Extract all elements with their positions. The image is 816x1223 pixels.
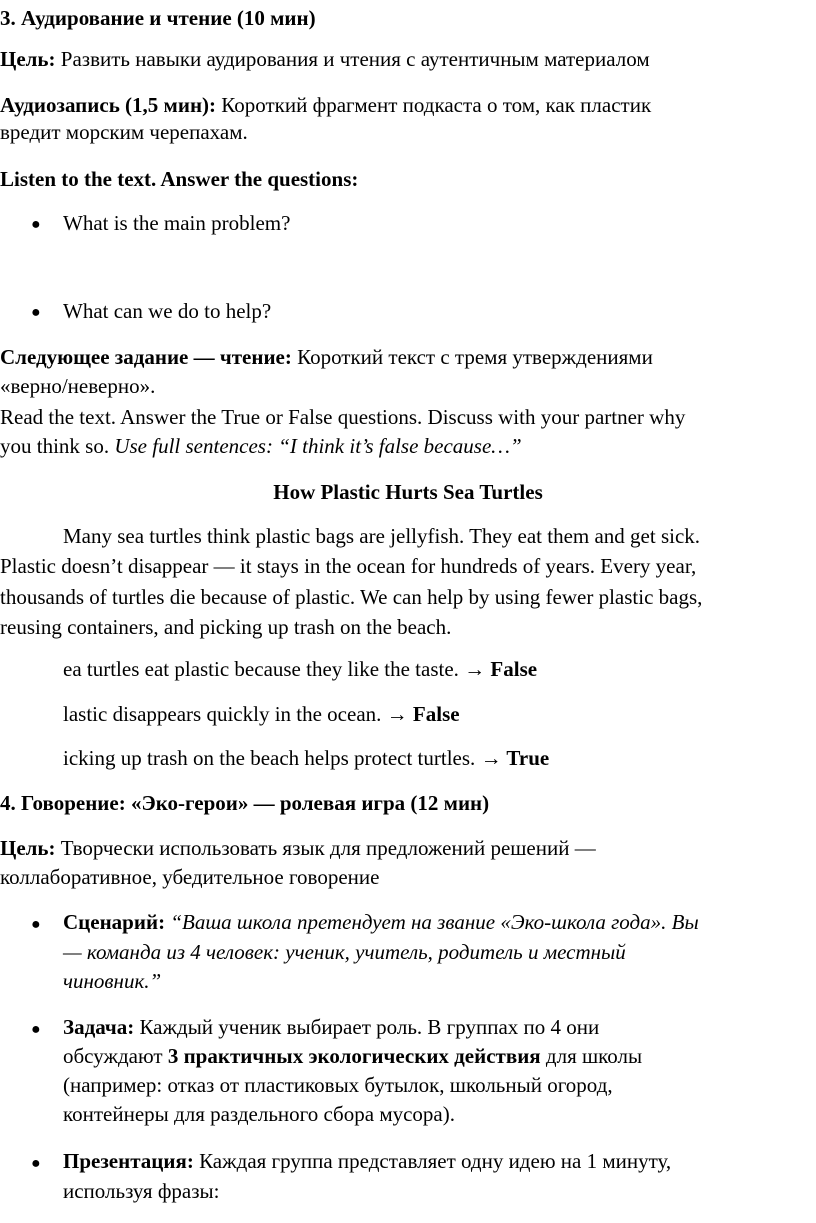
goal-line [0,46,650,72]
next-task-line-2: «верно/неверно». [0,374,156,398]
statement-text: ea turtles eat plastic because they like the taste. [63,657,465,681]
statement-answer: → False [386,702,460,726]
statement-item [63,701,460,727]
section-3-heading: 3. Аудирование и чтение (10 мин) [0,6,316,30]
task-highlight: 3 практичных экологических действия [167,1044,541,1068]
statement-item [63,745,549,771]
statement-answer: → False [464,657,538,681]
paragraph-line: thousands of turtles die because of plastic. We can help by using fewer plastic bags, [0,585,703,609]
paragraph-line: Many sea turtles think plastic bags are jellyfish. They eat them and get sick. [63,524,701,548]
listen-instruction: Listen to the text. Answer the questions: [0,167,359,191]
statement-answer: → True [480,746,550,770]
paragraph-line: Plastic doesn’t disappear — it stays in the ocean for hundreds of years. Every year, [0,554,697,578]
audio-label: Аудиозапись (1,5 мин): [0,93,217,117]
read-instruction-text: you think so. [0,434,115,458]
task-line-4: контейнеры для раздельного сбора мусора). [63,1102,455,1126]
text-title: How Plastic Hurts Sea Turtles [273,480,543,504]
task-line-2 [63,1043,642,1069]
task-line-1 [63,1014,599,1040]
bullet-icon: ● [31,304,41,321]
goal-text: Творчески использовать язык для предложений решений — [55,836,596,860]
scenario-line-3: чиновник.” [63,969,162,993]
section-4-heading: 4. Говорение: «Эко-герои» — ролевая игра (12 мин) [0,791,490,815]
presentation-line-2: используя фразы: [63,1179,220,1203]
scenario-text: “Ваша школа претендует на звание «Эко-школа года». Вы [165,910,699,934]
audio-text: Короткий фрагмент подкаста о том, как пластик [216,93,652,117]
scenario-line-2: — команда из 4 человек: ученик, учитель, родитель и местный [63,940,626,964]
read-instruction-1: Read the text. Answer the True or False questions. Discuss with your partner why [0,405,686,429]
statement-item [63,656,537,682]
goal-label: Цель: [0,47,56,71]
statement-text: icking up trash on the beach helps protect turtles. [63,746,481,770]
next-task-label: Следующее задание — чтение: [0,345,292,369]
presentation-text: Каждая группа представляет одну идею на 1 минуту, [193,1149,672,1173]
next-task-text: Короткий текст с тремя утверждениями [291,345,653,369]
scenario-line-1 [63,909,699,935]
presentation-label: Презентация: [63,1149,194,1173]
goal-text: Развить навыки аудирования и чтения с аутентичным материалом [55,47,650,71]
scenario-label: Сценарий: [63,910,166,934]
bullet-icon: ● [31,1021,41,1038]
audio-line-2: вредит морским черепахам. [0,120,248,144]
audio-line-1 [0,92,651,118]
task-text: Каждый ученик выбирает роль. В группах по 4 они [134,1015,600,1039]
bullet-icon: ● [31,216,41,233]
goal-label: Цель: [0,836,56,860]
read-instruction-italic: Use full sentences: “I think it’s false because…” [114,434,522,458]
task-line-3: (например: отказ от пластиковых бутылок, школьный огород, [63,1073,613,1097]
task-label: Задача: [63,1015,135,1039]
goal-line-2: коллаборативное, убедительное говорение [0,865,380,889]
question-item: What is the main problem? [63,211,291,235]
bullet-icon: ● [31,1155,41,1172]
bullet-icon: ● [31,916,41,933]
task-text: для школы [540,1044,643,1068]
read-instruction-2 [0,433,522,459]
task-text: обсуждают [63,1044,168,1068]
next-task-line-1 [0,344,653,370]
question-item: What can we do to help? [63,299,272,323]
presentation-line-1 [63,1148,671,1174]
paragraph-line: reusing containers, and picking up trash on the beach. [0,615,452,639]
goal-line [0,835,596,861]
statement-text: lastic disappears quickly in the ocean. [63,702,387,726]
